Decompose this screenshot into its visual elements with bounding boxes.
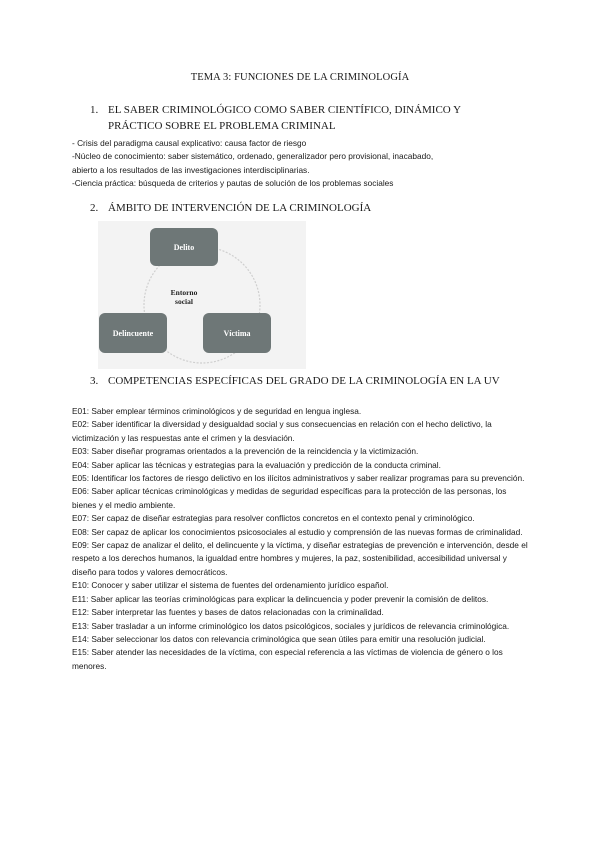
competencia-item: E06: Saber aplicar técnicas criminológicas y medidas de seguridad específicas para la protección de las personas, los bienes y el medio ambiente.	[72, 486, 507, 510]
competencia-item: E09: Ser capaz de analizar el delito, el delincuente y la víctima, y diseñar estrategias de prevención e intervención, desde el respeto a los derechos humanos, la igualdad entre hombres y mujeres, la paz, sostenibilidad, accesibilidad universal y diseño para todos y valores democráticos.	[72, 540, 528, 577]
section-2-title: ÁMBITO DE INTERVENCIÓN DE LA CRIMINOLOGÍA	[108, 202, 372, 214]
competencia-item: E13: Saber trasladar a un informe criminológico los datos psicológicos, sociales y jurídicos de relevancia criminológica.	[72, 620, 510, 631]
competencia-item: E02: Saber identificar la diversidad y desigualdad social y sus consecuencias en relación con el hecho delictivo, la victimización y las respuestas ante el crimen y la desviación.	[72, 419, 492, 443]
competencias-list	[72, 405, 528, 673]
competencia-item: E15: Saber atender las necesidades de la víctima, con especial referencia a las víctimas de violencia de género o los menores.	[72, 647, 503, 671]
competencia-item: E01: Saber emplear términos criminológicos y de seguridad en lengua inglesa.	[72, 406, 362, 416]
section-1-line: -Ciencia práctica: búsqueda de criterios y pautas de solución de los problemas sociales	[72, 178, 394, 189]
document-title: TEMA 3: FUNCIONES DE LA CRIMINOLOGÍA	[190, 72, 410, 83]
section-1-body	[72, 137, 532, 191]
competencia-item: E05: Identificar los factores de riesgo delictivo en los ilícitos administrativos y saber realizar programas para su prevención.	[72, 473, 525, 484]
competencia-item: E04: Saber aplicar las técnicas y estrategias para la evaluación y predicción de la conducta criminal.	[72, 459, 441, 470]
node-victima: Víctima	[203, 313, 271, 353]
center-label-entorno-social: Entorno social	[170, 288, 198, 306]
section-1-line: abierto a los resultados de las investigaciones interdisciplinarias.	[72, 164, 310, 175]
section-3-title: COMPETENCIAS ESPECÍFICAS DEL GRADO DE LA CRIMINOLOGÍA EN LA UV	[108, 375, 500, 387]
competencia-item: E14: Saber seleccionar los datos con relevancia criminológica que sean útiles para emitir una resolución judicial.	[72, 633, 486, 644]
competencia-item: E08: Ser capaz de aplicar los conocimientos psicosociales al estudio y comprensión de las nuevas formas de criminalidad.	[72, 526, 523, 537]
competencia-item: E11: Saber aplicar las teorías criminológicas para explicar la delincuencia y poder prevenir la comisión de delitos.	[72, 593, 489, 604]
section-1-number: 1.	[90, 104, 99, 116]
competencia-item: E10: Conocer y saber utilizar el sistema de fuentes del ordenamiento jurídico español.	[72, 580, 389, 591]
section-1-title: EL SABER CRIMINOLÓGICO COMO SABER CIENTÍFICO, DINÁMICO Y PRÁCTICO SOBRE EL PROBLEMA CRIMINAL	[108, 104, 461, 132]
section-2-number: 2.	[90, 202, 99, 214]
node-delincuente: Delincuente	[99, 313, 167, 353]
competencia-item: E03: Saber diseñar programas orientados a la prevención de la reincidencia y la victimización.	[72, 446, 419, 457]
competencia-item: E12: Saber interpretar las fuentes y bases de datos relacionadas con la criminalidad.	[72, 607, 384, 618]
section-2-heading	[90, 200, 510, 216]
competencia-item: E07: Ser capaz de diseñar estrategias para resolver conflictos concretos en el contexto penal y criminológico.	[72, 513, 475, 524]
section-1-line: -Núcleo de conocimiento: saber sistemático, ordenado, generalizador pero provisional, inacabado,	[72, 151, 434, 162]
section-3-heading	[90, 373, 530, 389]
node-delito: Delito	[150, 228, 218, 266]
section-1-heading	[90, 102, 510, 134]
intervention-diagram	[98, 221, 306, 369]
section-1-line: - Crisis del paradigma causal explicativo: causa factor de riesgo	[72, 138, 307, 148]
section-3-number: 3.	[90, 375, 99, 387]
